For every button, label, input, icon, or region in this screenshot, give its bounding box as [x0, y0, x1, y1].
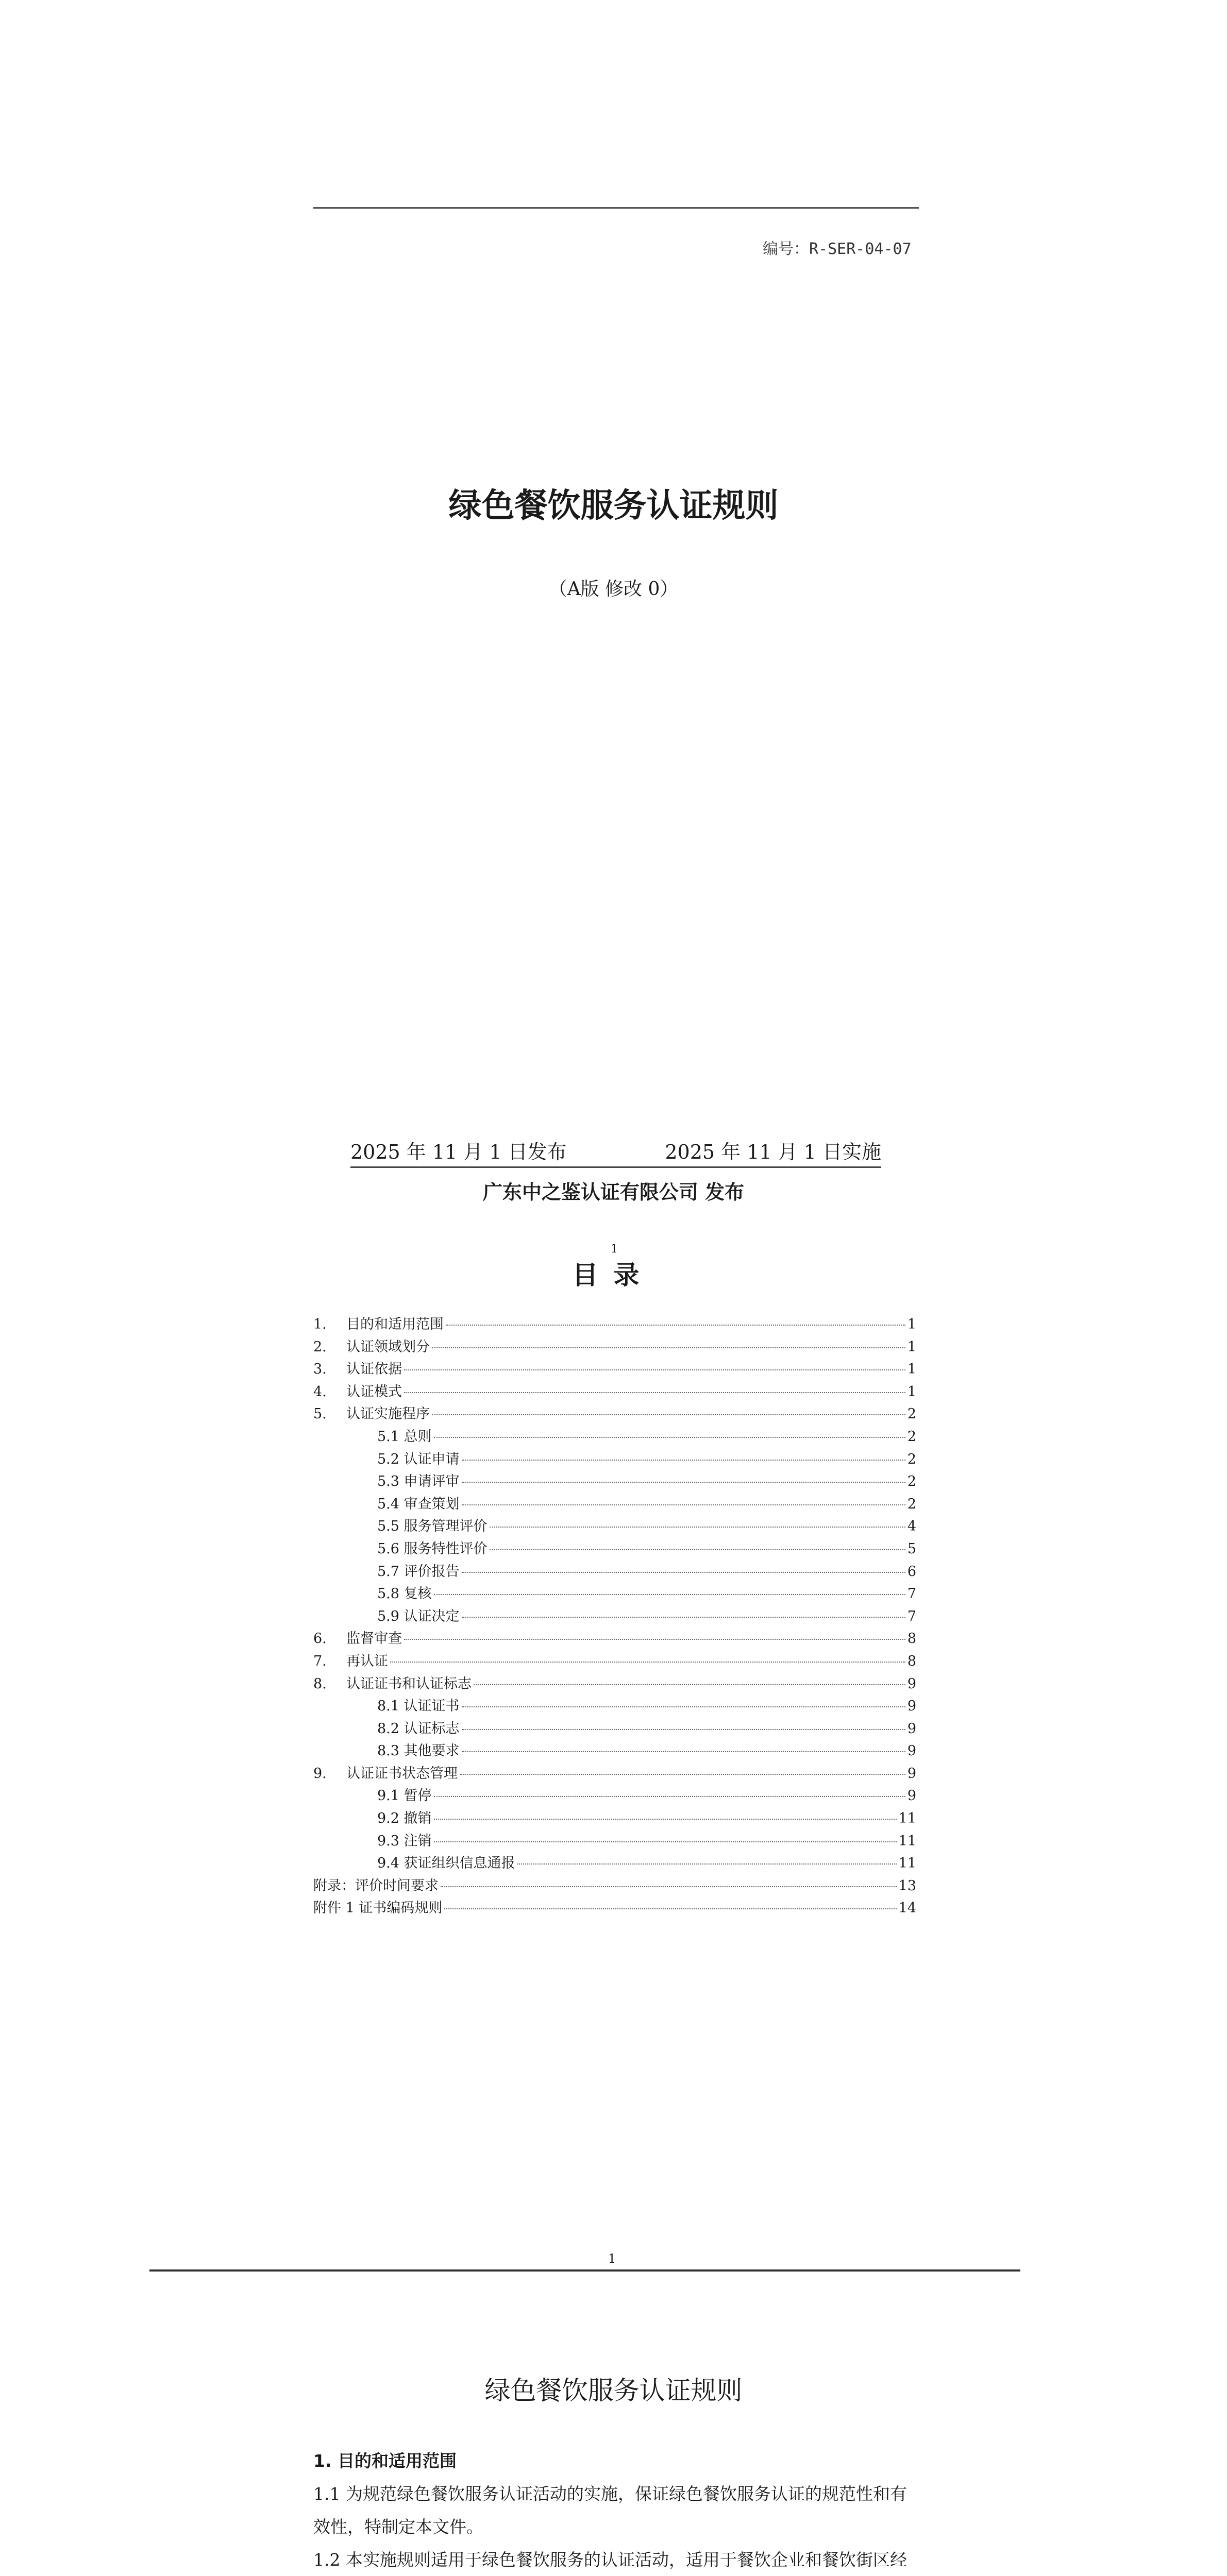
toc-entry[interactable] [313, 1784, 916, 1807]
toc-leader-dots [462, 1706, 905, 1707]
toc-entry[interactable] [313, 1537, 916, 1560]
toc-leader-dots [434, 1819, 897, 1820]
toc-leader-dots [490, 1527, 905, 1528]
toc-leader-dots [462, 1460, 905, 1461]
toc-leader-dots [434, 1841, 897, 1842]
toc-entry[interactable] [313, 1852, 916, 1874]
page-number: 1 [608, 2251, 616, 2266]
section-heading: 1. 目的和适用范围 [313, 2451, 457, 2471]
toc-entry-number: 4. [313, 1383, 327, 1400]
toc-entry[interactable] [313, 1470, 916, 1493]
paragraph: 1.2 本实施规则适用于绿色餐饮服务的认证活动，适用于餐饮企业和餐饮街区经 [313, 2550, 907, 2570]
toc-entry[interactable] [313, 1605, 916, 1628]
toc-entry-number: 3. [313, 1361, 327, 1378]
table-of-contents [313, 1313, 916, 1919]
toc-entry-page: 5 [907, 1540, 916, 1557]
toc-entry-label: 9.2 撤销 [377, 1810, 432, 1827]
toc-entry-label: 目的和适用范围 [346, 1316, 444, 1332]
toc-entry-label: 9.4 获证组织信息通报 [377, 1855, 515, 1872]
toc-entry-page: 1 [907, 1338, 916, 1355]
toc-leader-dots [462, 1729, 905, 1730]
body-title: 绿色餐饮服务认证规则 [484, 2376, 743, 2405]
toc-entry-label: 9.3 注销 [377, 1833, 432, 1849]
toc-leader-dots [404, 1392, 905, 1393]
toc-entry-number: 5. [313, 1406, 327, 1422]
toc-entry-page: 11 [898, 1855, 916, 1872]
toc-entry-label: 5.5 服务管理评价 [377, 1518, 488, 1535]
toc-entry[interactable] [313, 1358, 916, 1380]
body-content [313, 2445, 921, 2576]
toc-entry-label: 附录：评价时间要求 [313, 1877, 439, 1894]
toc-entry-label: 5.2 认证申请 [377, 1451, 460, 1467]
toc-title: 目录 [572, 1260, 655, 1290]
toc-entry-label: 8.3 其他要求 [377, 1743, 460, 1759]
toc-leader-dots [390, 1662, 905, 1663]
toc-leader-dots [474, 1684, 905, 1685]
toc-entry-label: 8.2 认证标志 [377, 1720, 460, 1737]
toc-leader-dots [434, 1796, 905, 1797]
toc-leader-dots [460, 1774, 905, 1775]
toc-leader-dots [432, 1414, 905, 1415]
toc-entry-page: 1 [907, 1383, 916, 1400]
toc-entry[interactable] [313, 1380, 916, 1403]
toc-entry-page: 9 [907, 1743, 916, 1759]
toc-entry-number: 6. [313, 1631, 327, 1647]
toc-entry[interactable] [313, 1560, 916, 1583]
toc-entry-page: 2 [907, 1406, 916, 1422]
toc-entry[interactable] [313, 1493, 916, 1515]
toc-entry-number: 7. [313, 1653, 327, 1669]
toc-page-mark: 1 [611, 1243, 618, 1256]
toc-entry-label: 8.1 认证证书 [377, 1698, 460, 1715]
toc-entry-number: 9. [313, 1765, 327, 1782]
toc-entry-label: 5.8 复核 [377, 1586, 432, 1602]
toc-leader-dots [441, 1886, 897, 1887]
toc-entry[interactable] [313, 1425, 916, 1448]
toc-entry-label: 5.4 审查策划 [377, 1496, 460, 1512]
toc-entry-label: 5.1 总则 [377, 1428, 432, 1445]
toc-leader-dots [404, 1369, 905, 1370]
toc-leader-dots [434, 1594, 905, 1595]
toc-entry-label: 认证领域划分 [346, 1338, 430, 1355]
toc-entry[interactable] [313, 1762, 916, 1785]
toc-entry-number: 1. [313, 1316, 327, 1332]
toc-entry[interactable] [313, 1717, 916, 1740]
toc-entry-page: 14 [898, 1900, 916, 1917]
toc-leader-dots [462, 1504, 905, 1505]
toc-entry[interactable] [313, 1807, 916, 1829]
toc-entry-page: 9 [907, 1698, 916, 1715]
toc-entry-page: 11 [898, 1810, 916, 1827]
header-rule [313, 207, 919, 209]
toc-entry[interactable] [313, 1694, 916, 1717]
publish-date: 2025 年 11 月 1 日发布 [350, 1141, 567, 1163]
toc-leader-dots [446, 1325, 905, 1326]
toc-entry-page: 7 [907, 1586, 916, 1602]
toc-entry-label: 认证证书和认证标志 [346, 1675, 472, 1692]
toc-entry-label: 5.3 申请评审 [377, 1473, 460, 1490]
toc-entry-page: 9 [907, 1720, 916, 1737]
toc-leader-dots [462, 1751, 905, 1752]
toc-entry-page: 1 [907, 1316, 916, 1332]
toc-entry-page: 2 [907, 1451, 916, 1467]
toc-entry-label: 认证依据 [346, 1361, 402, 1378]
toc-leader-dots [404, 1639, 905, 1640]
publisher: 广东中之鉴认证有限公司 发布 [482, 1181, 745, 1204]
toc-entry-page: 1 [907, 1361, 916, 1378]
toc-entry-label: 认证实施程序 [346, 1406, 430, 1422]
toc-entry-page: 2 [907, 1473, 916, 1490]
toc-entry[interactable] [313, 1896, 916, 1919]
document-code: 编号：R-SER-04-07 [763, 240, 912, 258]
toc-entry-label: 认证证书状态管理 [346, 1765, 458, 1782]
toc-leader-dots [444, 1908, 896, 1909]
toc-entry-label: 9.1 暂停 [377, 1788, 432, 1804]
document-version: （A版 修改 0） [548, 579, 679, 600]
toc-leader-dots [517, 1863, 897, 1865]
toc-entry[interactable] [313, 1829, 916, 1852]
toc-leader-dots [432, 1347, 905, 1348]
toc-entry-page: 6 [907, 1563, 916, 1580]
toc-entry-label: 认证模式 [346, 1383, 402, 1400]
toc-leader-dots [462, 1617, 905, 1618]
toc-entry-page: 2 [907, 1496, 916, 1512]
toc-entry-page: 9 [907, 1788, 916, 1804]
toc-entry[interactable] [313, 1313, 916, 1335]
toc-entry-page: 11 [898, 1833, 916, 1849]
effective-date: 2025 年 11 月 1 日实施 [665, 1141, 881, 1163]
toc-leader-dots [490, 1549, 905, 1550]
toc-entry-number: 2. [313, 1338, 327, 1355]
toc-entry-page: 7 [907, 1608, 916, 1624]
toc-leader-dots [434, 1437, 905, 1438]
toc-entry[interactable] [313, 1874, 916, 1897]
toc-entry[interactable] [313, 1582, 916, 1605]
paragraph: 1.1 为规范绿色餐饮服务认证活动的实施，保证绿色餐饮服务认证的规范性和有效性，特制定本文件。 [313, 2484, 907, 2537]
toc-entry-label: 监督审查 [346, 1631, 402, 1647]
toc-entry[interactable] [313, 1627, 916, 1650]
toc-entry-page: 9 [907, 1675, 916, 1692]
toc-entry-page: 2 [907, 1428, 916, 1445]
toc-entry-label: 再认证 [346, 1653, 388, 1669]
toc-entry-page: 13 [898, 1877, 916, 1894]
toc-entry[interactable] [313, 1335, 916, 1358]
toc-entry-label: 附件 1 证书编码规则 [313, 1900, 443, 1917]
toc-entry-label: 5.9 认证决定 [377, 1608, 460, 1624]
date-line [350, 1136, 881, 1168]
toc-entry-page: 8 [907, 1631, 916, 1647]
toc-entry[interactable] [313, 1672, 916, 1695]
toc-leader-dots [462, 1482, 905, 1483]
toc-entry-label: 5.6 服务特性评价 [377, 1540, 488, 1557]
toc-entry[interactable] [313, 1448, 916, 1470]
toc-entry[interactable] [313, 1739, 916, 1762]
toc-entry[interactable] [313, 1650, 916, 1672]
toc-entry-page: 4 [907, 1518, 916, 1535]
toc-entry-page: 9 [907, 1765, 916, 1782]
document-title: 绿色餐饮服务认证规则 [448, 487, 779, 525]
toc-entry[interactable] [313, 1402, 916, 1425]
toc-entry-number: 8. [313, 1675, 327, 1692]
page-separator [149, 2269, 1020, 2272]
toc-entry-label: 5.7 评价报告 [377, 1563, 460, 1580]
toc-entry[interactable] [313, 1515, 916, 1537]
toc-leader-dots [462, 1572, 905, 1573]
toc-entry-page: 8 [907, 1653, 916, 1669]
